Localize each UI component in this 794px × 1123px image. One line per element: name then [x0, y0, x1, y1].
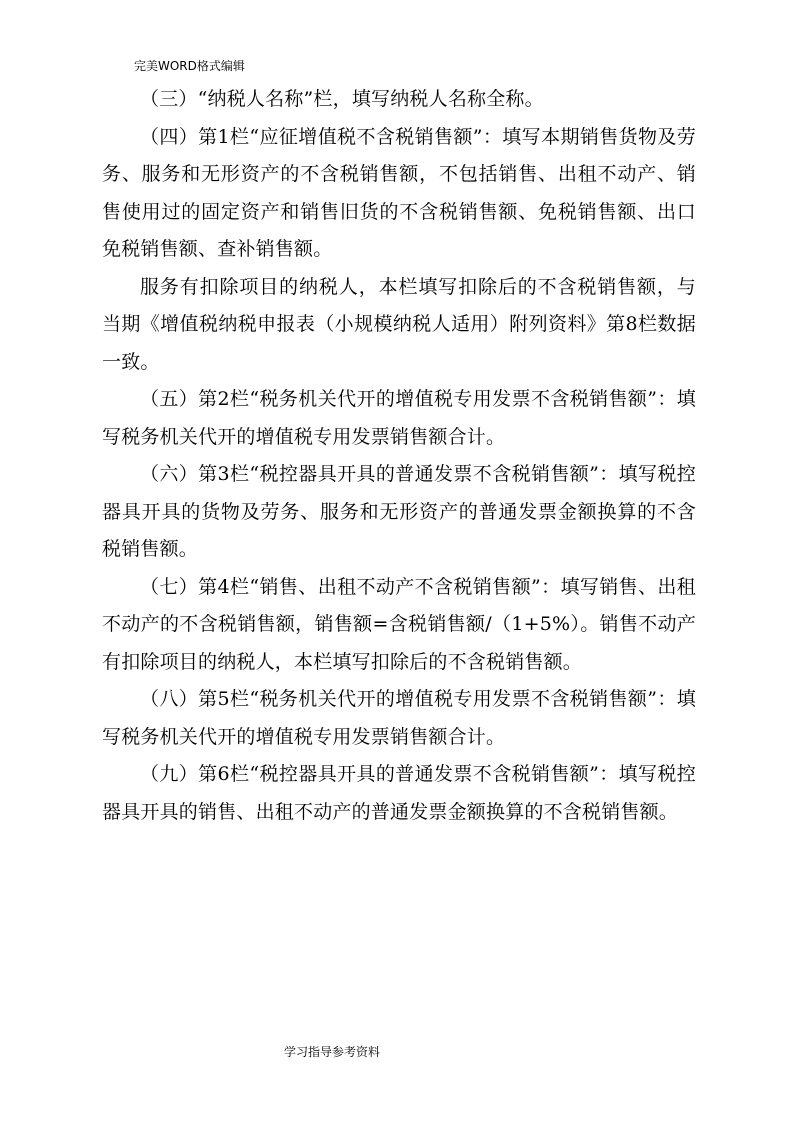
page-header: 完美WORD格式编辑: [134, 59, 245, 73]
paragraph-line-2: （五）第2栏“税务机关代开的增值税专用发票不含税销售额”：填写税务机关代开的增值税专用发票销售额合计。: [102, 388, 696, 448]
paragraph-line-3: （六）第3栏“税控器具开具的普通发票不含税销售额”：填写税控器具开具的货物及劳务、服务和无形资产的普通发票金额换算的不含税销售额。: [102, 463, 696, 560]
paragraph-line-6: （九）第6栏“税控器具开具的普通发票不含税销售额”：填写税控器具开具的销售、出租不动产的普通发票金额换算的不含税销售额。: [102, 763, 696, 823]
paragraph-line-4: （七）第4栏“销售、出租不动产不含税销售额”：填写销售、出租不动产的不含税销售额，销售额=含税销售额/（1+5%）。销售不动产有扣除项目的纳税人，本栏填写扣除后的不含税销售额。: [102, 575, 696, 673]
paragraph-taxpayer-name: （三）“纳税人名称”栏，填写纳税人名称全称。: [140, 88, 544, 110]
page-footer: 学习指导参考资料: [284, 1045, 381, 1059]
paragraph-line-1: （四）第1栏“应征增值税不含税销售额”：填写本期销售货物及劳务、服务和无形资产的不含税销售额，不包括销售、出租不动产、销售使用过的固定资产和销售旧货的不含税销售额、免税销售额、出口免税销售额、查补销售额。: [102, 125, 696, 260]
paragraph-deduction-note: 服务有扣除项目的纳税人，本栏填写扣除后的不含税销售额，与当期《增值税纳税申报表（小规模纳税人适用）附列资料》第8栏数据一致。: [102, 275, 696, 373]
document-body: [102, 81, 696, 831]
paragraph-line-5: （八）第5栏“税务机关代开的增值税专用发票不含税销售额”：填写税务机关代开的增值税专用发票销售额合计。: [102, 688, 696, 748]
